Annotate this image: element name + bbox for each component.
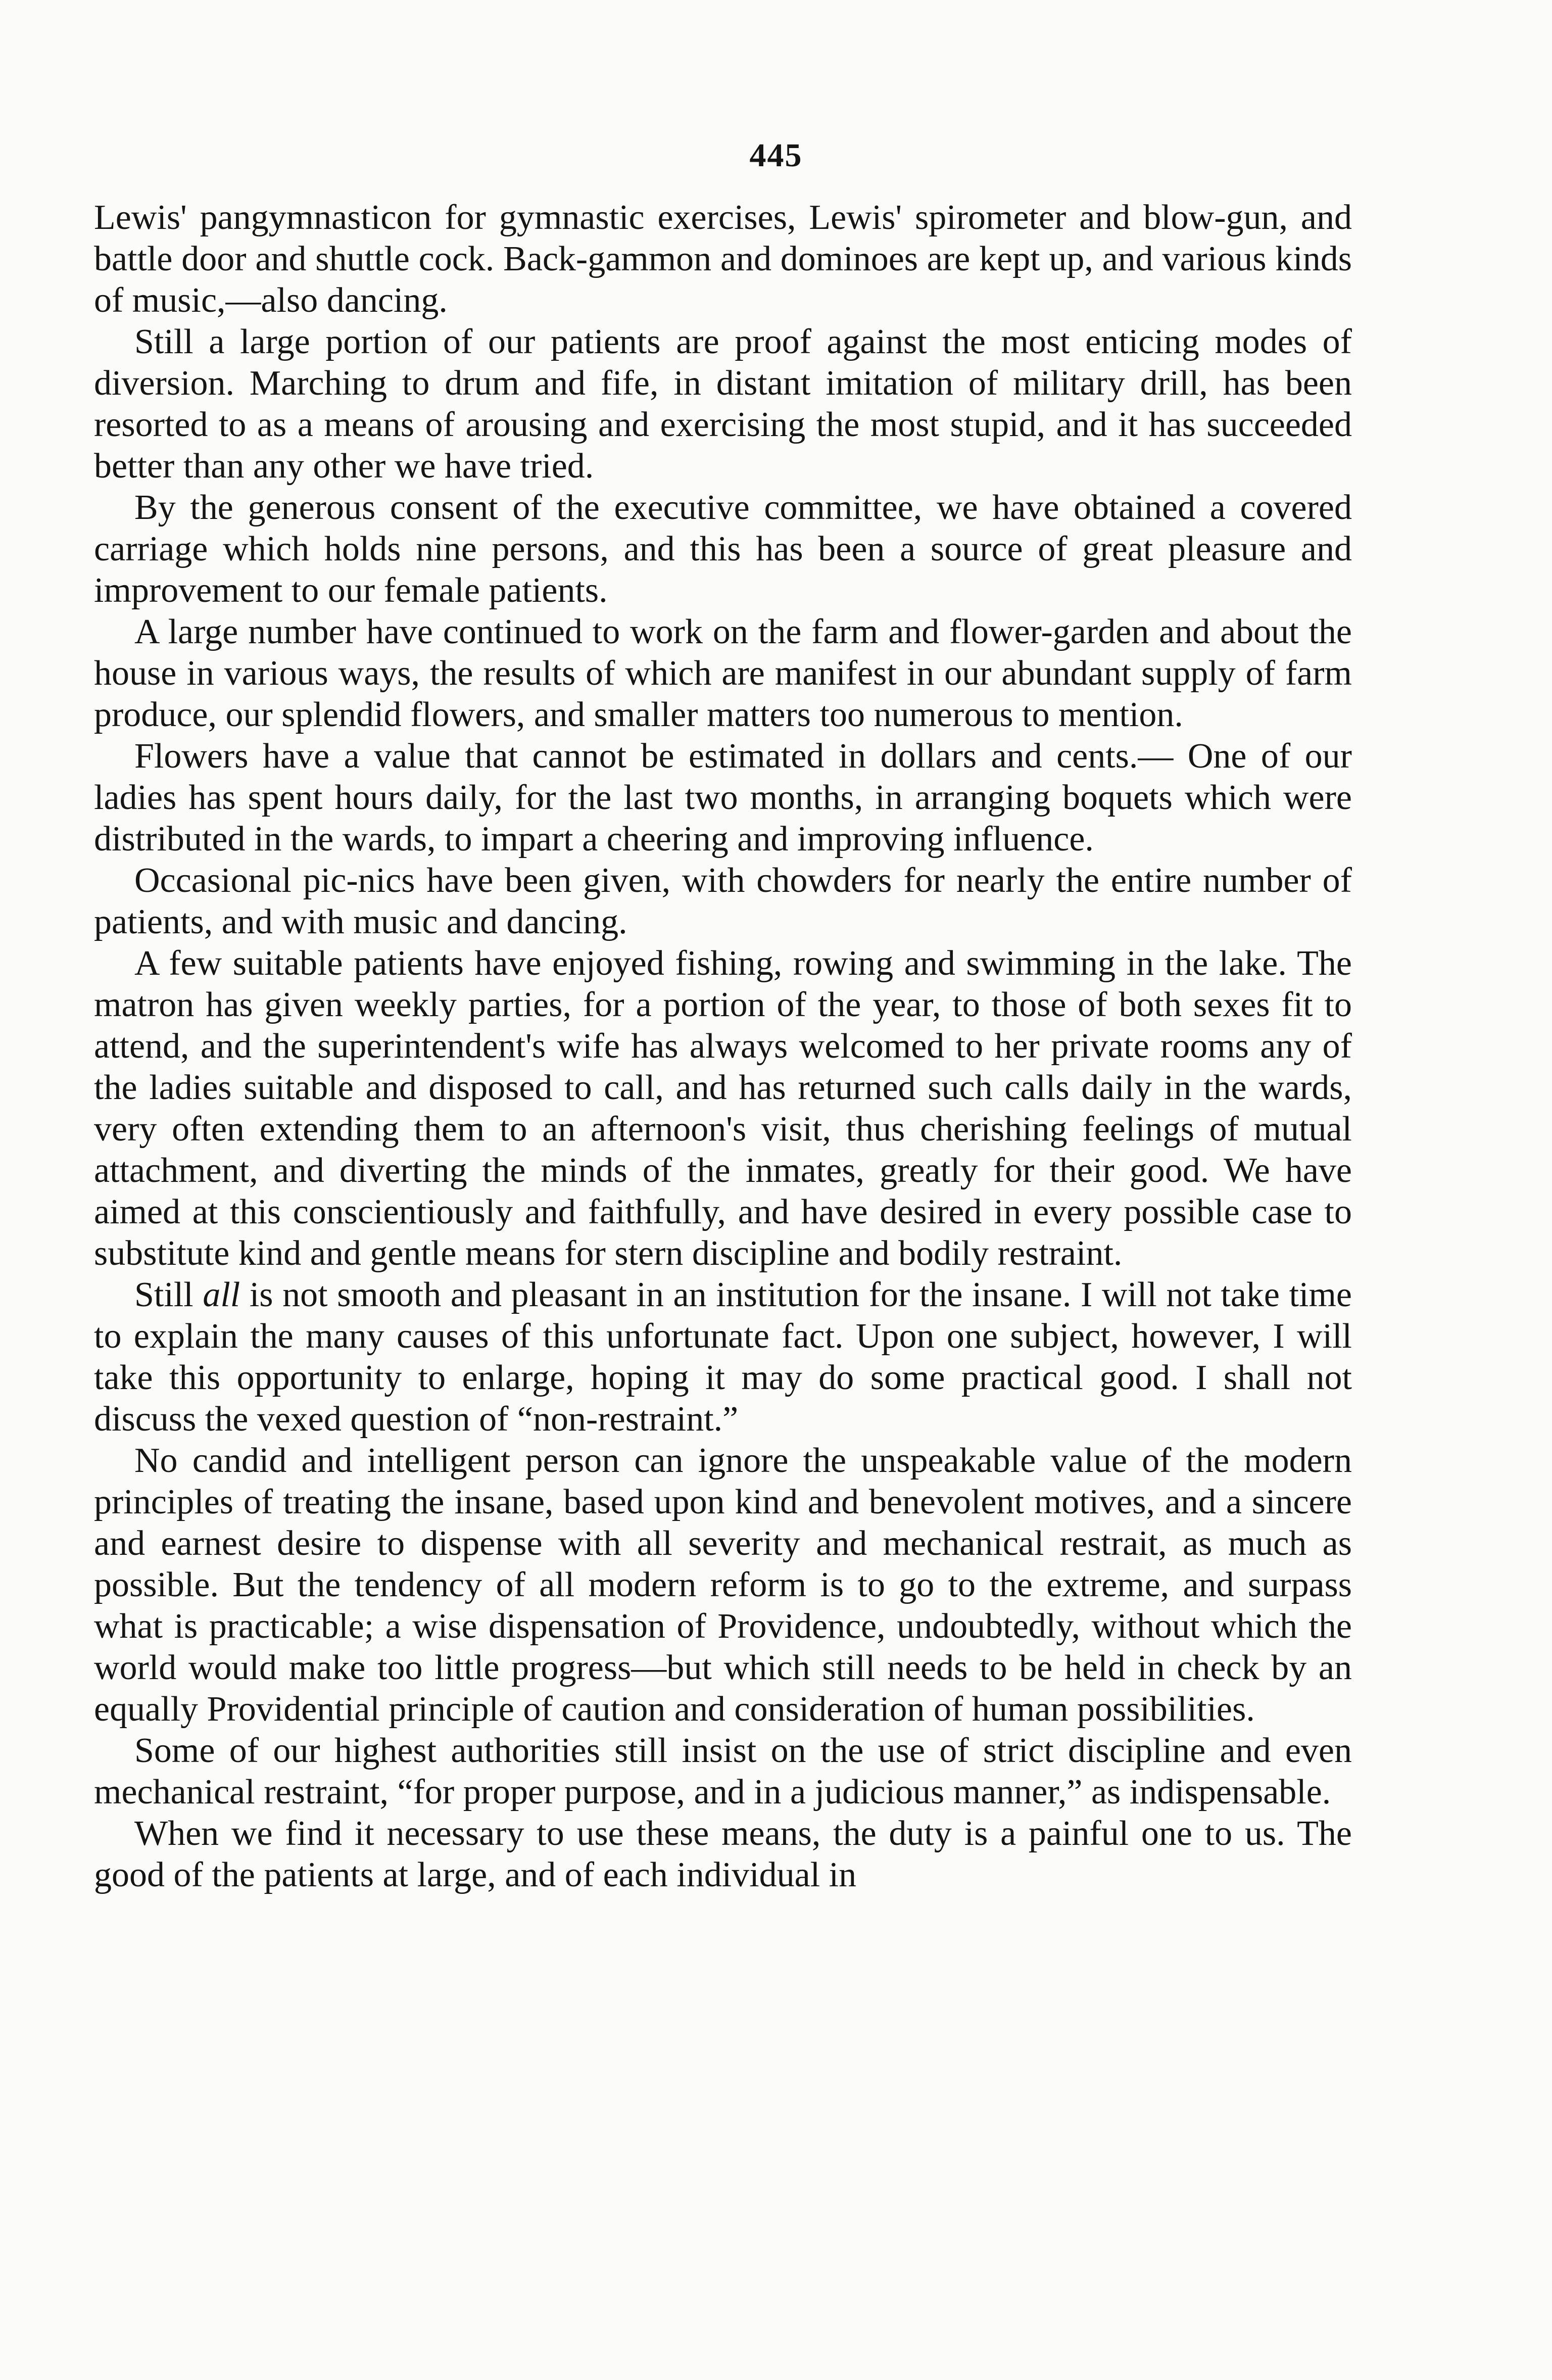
- paragraph-non-restraint-before: Still: [134, 1275, 203, 1314]
- paragraph-highest-authorities: Some of our highest authorities still insist on the use of strict discipline and even mechanical restraint, “for proper purpose, and in a judicious manner,” as indispensable.: [94, 1731, 1352, 1812]
- emphasis-all: all: [203, 1275, 240, 1314]
- paragraph-non-restraint: [94, 1274, 1352, 1440]
- paragraph-lewis-exercises: Lewis' pangymnasticon for gymnastic exercises, Lewis' spirometer and blow-gun, and battle door and shuttle cock. Back-gammon and dominoes are kept up, and various kinds of music,—also dancing.: [94, 198, 1352, 320]
- page-number: 445: [749, 137, 803, 174]
- paragraph-modern-principles: No candid and intelligent person can ignore the unspeakable value of the modern principles of treating the insane, based upon kind and benevolent motives, and a sincere and earnest desire to dispense with all severity and mechanical restrait, as much as possible. But the tendency of all modern reform is to go to the extreme, and surpass what is practicable; a wise dispensation of Providence, undoubtedly, without which the world would make too little progress—but which still needs to be held in check by an equally Providential principle of caution and consideration of human possibilities.: [94, 1441, 1352, 1729]
- paragraph-modes-of-diversion: Still a large portion of our patients are proof against the most enticing modes of diversion. Marching to drum and fife, in distant imitation of military drill, has been resorted to as a means of arousing and exercising the most stupid, and it has succeeded better than any other we have tried.: [94, 322, 1352, 486]
- body-text: [94, 197, 1352, 1896]
- paragraph-non-restraint-after: is not smooth and pleasant in an institution for the insane. I will not take time to explain the many causes of this unfortunate fact. Upon one subject, however, I will take this opportunity to enlarge, hoping it may do some practical good. I shall not discuss the vexed question of “non-restraint.”: [94, 1275, 1352, 1439]
- paragraph-recreation-and-parties: A few suitable patients have enjoyed fishing, rowing and swimming in the lake. The matron has given weekly parties, for a portion of the year, to those of both sexes fit to attend, and the superintendent's wife has always welcomed to her private rooms any of the ladies suitable and disposed to call, and has returned such calls daily in the wards, very often extending them to an afternoon's visit, thus cherishing feelings of mutual attachment, and diverting the minds of the inmates, greatly for their good. We have aimed at this conscientiously and faithfully, and have desired in every possible case to substitute kind and gentle means for stern discipline and bodily restraint.: [94, 944, 1352, 1273]
- paragraph-painful-duty: When we find it necessary to use these means, the duty is a painful one to us. The good of the patients at large, and of each individual in: [94, 1814, 1352, 1894]
- paragraph-farm-work: A large number have continued to work on the farm and flower-garden and about the house in various ways, the results of which are manifest in our abundant supply of farm produce, our splendid flowers, and smaller matters too numerous to mention.: [94, 612, 1352, 734]
- paragraph-pic-nics: Occasional pic-nics have been given, with chowders for nearly the entire number of patients, and with music and dancing.: [94, 861, 1352, 941]
- paragraph-flowers: Flowers have a value that cannot be estimated in dollars and cents.— One of our ladies has spent hours daily, for the last two months, in arranging boquets which were distributed in the wards, to impart a cheering and improving influence.: [94, 737, 1352, 859]
- paragraph-covered-carriage: By the generous consent of the executive committee, we have obtained a covered carriage which holds nine persons, and this has been a source of great pleasure and improvement to our female patients.: [94, 488, 1352, 610]
